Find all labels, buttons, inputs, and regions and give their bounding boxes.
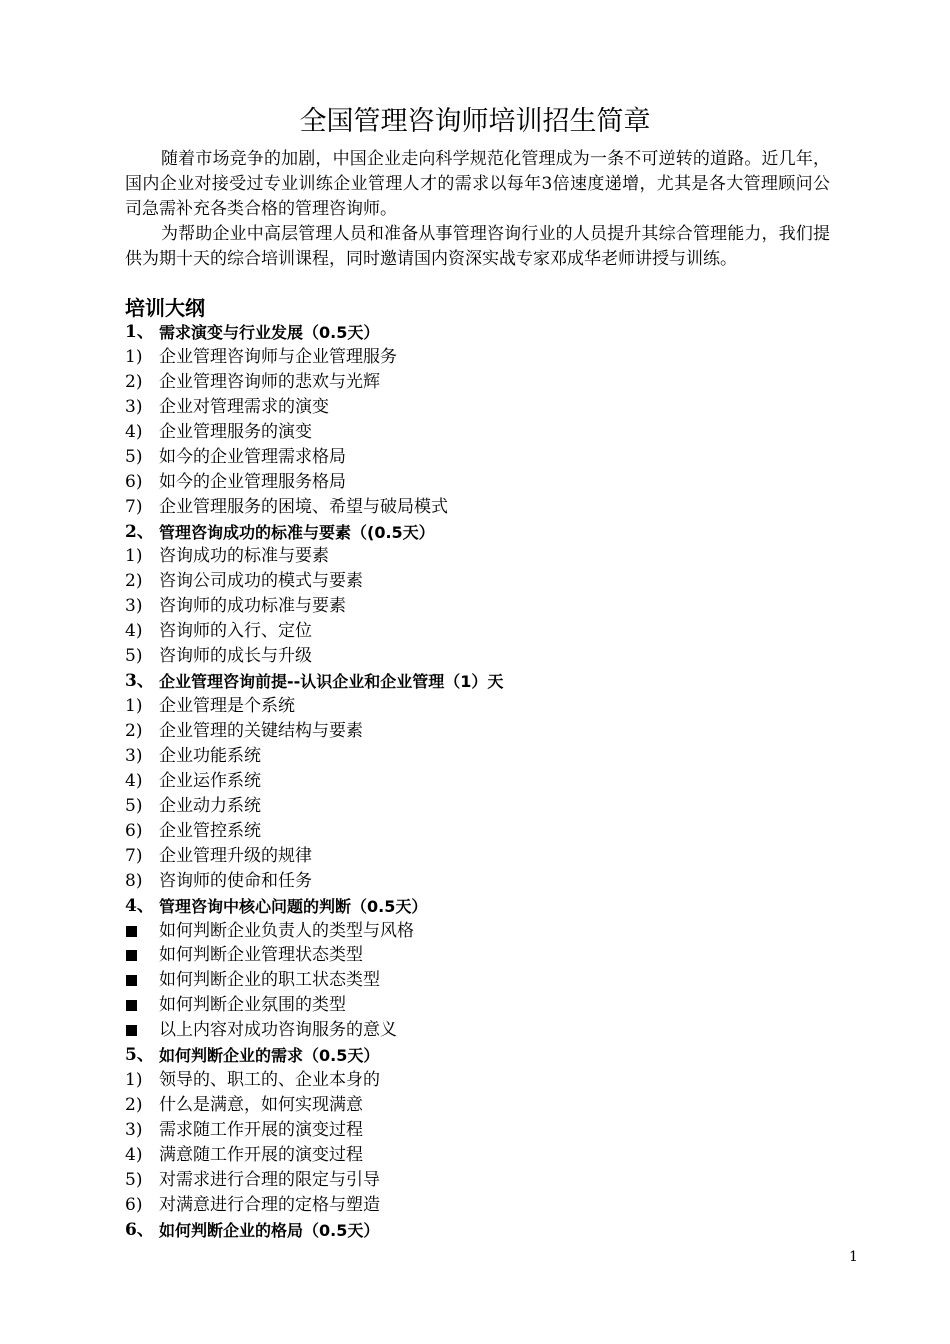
item-number: 5) (125, 446, 143, 467)
item-number: 7) (125, 845, 143, 866)
list-item (125, 420, 845, 445)
section-heading (125, 1218, 845, 1243)
item-number: 4) (125, 770, 143, 791)
item-number: 5) (125, 1169, 143, 1190)
list-item (125, 1018, 845, 1043)
section-number: 6、 (125, 1219, 154, 1240)
list-item (125, 919, 845, 944)
section-heading (125, 669, 845, 694)
item-number: 6) (125, 820, 143, 841)
item-text: 如何判断企业的职工状态类型 (159, 970, 380, 991)
item-text: 企业管理服务的演变 (159, 421, 312, 442)
list-item (125, 470, 845, 495)
list-item (125, 819, 845, 844)
item-text: 企业动力系统 (159, 795, 261, 816)
section-number: 2、 (125, 521, 154, 542)
item-text: 企业管理咨询师与企业管理服务 (159, 346, 397, 367)
section-title: 如何判断企业的格局（0.5天） (159, 1220, 380, 1240)
list-item (125, 569, 845, 594)
square-bullet-icon (125, 943, 155, 968)
section-title: 管理咨询成功的标准与要素（(0.5天） (159, 522, 435, 542)
item-text: 如今的企业管理服务格局 (159, 471, 346, 492)
item-number: 5) (125, 646, 143, 667)
list-item (125, 370, 845, 395)
list-item (125, 844, 845, 869)
item-text: 企业管理的关键结构与要素 (159, 721, 363, 741)
item-text: 企业管理是个系统 (159, 696, 295, 717)
list-item (125, 993, 845, 1018)
item-number: 1) (125, 696, 143, 717)
item-text: 咨询师的成长与升级 (159, 646, 312, 667)
item-number: 2) (125, 1095, 143, 1116)
list-item (125, 1143, 845, 1168)
list-item (125, 869, 845, 894)
item-text: 对需求进行合理的限定与引导 (159, 1169, 380, 1190)
item-number: 3) (125, 1120, 143, 1140)
document-title: 全国管理咨询师培训招生简章 (299, 106, 651, 137)
section-heading (125, 894, 845, 919)
item-number: 1) (125, 1070, 143, 1091)
square-bullet-icon (125, 993, 155, 1018)
item-text: 咨询师的成功标准与要素 (159, 596, 346, 617)
item-text: 咨询师的入行、定位 (159, 621, 312, 642)
list-item (125, 445, 845, 470)
outline-heading: 培训大纲 (125, 296, 205, 320)
list-item (125, 395, 845, 420)
list-item (125, 1093, 845, 1118)
item-number: 6) (125, 1194, 143, 1215)
list-item (125, 1193, 845, 1218)
section-title: 企业管理咨询前提--认识企业和企业管理（1）天 (159, 672, 504, 692)
section-title: 需求演变与行业发展（0.5天） (159, 323, 380, 342)
page-number: 1 (849, 1249, 858, 1265)
item-number: 1) (125, 546, 143, 567)
item-text: 满意随工作开展的演变过程 (159, 1144, 363, 1165)
section-title: 管理咨询中核心问题的判断（0.5天） (159, 896, 428, 916)
item-text: 企业管理升级的规律 (159, 845, 312, 866)
item-text: 企业管控系统 (159, 820, 261, 841)
item-text: 企业功能系统 (159, 745, 261, 766)
item-text: 如何判断企业负责人的类型与风格 (159, 920, 414, 941)
item-text: 如何判断企业氛围的类型 (159, 995, 346, 1016)
list-item (125, 544, 845, 569)
section-title: 如何判断企业的需求（0.5天） (159, 1046, 380, 1066)
list-item (125, 794, 845, 819)
item-number: 2) (125, 721, 143, 741)
item-text: 咨询公司成功的模式与要素 (159, 571, 363, 592)
item-number: 1) (125, 346, 143, 367)
section-number: 1、 (125, 322, 154, 342)
list-item (125, 1118, 845, 1143)
item-number: 8) (125, 870, 143, 891)
intro-paragraph-2: 为帮助企业中高层管理人员和准备从事管理咨询行业的人员提升其综合管理能力，我们提供为期十天的综合培训课程，同时邀请国内资深实战专家邓成华老师讲授与训练。 (125, 224, 830, 269)
item-number: 2) (125, 571, 143, 592)
square-bullet-icon (125, 919, 155, 944)
item-number: 5) (125, 795, 143, 816)
list-item (125, 594, 845, 619)
item-text: 以上内容对成功咨询服务的意义 (159, 1020, 397, 1041)
item-number: 3) (125, 596, 143, 617)
item-text: 企业管理服务的困境、希望与破局模式 (159, 496, 448, 517)
item-number: 4) (125, 1144, 143, 1165)
item-text: 咨询成功的标准与要素 (159, 546, 329, 567)
item-text: 什么是满意，如何实现满意 (159, 1095, 363, 1116)
item-number: 6) (125, 471, 143, 492)
item-text: 需求随工作开展的演变过程 (159, 1120, 363, 1140)
item-text: 领导的、职工的、企业本身的 (159, 1070, 380, 1091)
item-number: 2) (125, 371, 143, 392)
item-text: 企业管理咨询师的悲欢与光辉 (159, 371, 380, 392)
intro-paragraph-1: 随着市场竞争的加剧，中国企业走向科学规范化管理成为一条不可逆转的道路。近几年，国内企业对接受过专业训练企业管理人才的需求以每年3倍速度递增，尤其是各大管理顾问公司急需补充各类合格的管理咨询师。 (125, 149, 830, 219)
list-item (125, 694, 845, 719)
square-bullet-icon (125, 968, 155, 993)
item-text: 咨询师的使命和任务 (159, 870, 312, 891)
item-number: 3) (125, 745, 143, 766)
list-item (125, 345, 845, 370)
section-heading (125, 320, 845, 345)
list-item (125, 719, 845, 744)
item-number: 3) (125, 396, 143, 417)
item-number: 4) (125, 421, 143, 442)
item-text: 如今的企业管理需求格局 (159, 446, 346, 467)
section-number: 3、 (125, 671, 154, 692)
list-item (125, 644, 845, 669)
item-text: 对满意进行合理的定格与塑造 (159, 1194, 380, 1215)
section-number: 5、 (125, 1045, 154, 1066)
item-text: 企业运作系统 (159, 770, 261, 791)
list-item (125, 968, 845, 993)
list-item (125, 769, 845, 794)
square-bullet-icon (125, 1018, 155, 1043)
item-text: 如何判断企业管理状态类型 (159, 945, 363, 966)
item-text: 企业对管理需求的演变 (159, 396, 329, 417)
list-item (125, 1068, 845, 1093)
list-item (125, 495, 845, 520)
list-item (125, 943, 845, 968)
list-item (125, 619, 845, 644)
list-item (125, 744, 845, 769)
item-number: 4) (125, 621, 143, 642)
section-number: 4、 (125, 895, 154, 916)
section-heading (125, 520, 845, 545)
section-heading (125, 1043, 845, 1068)
item-number: 7) (125, 496, 143, 517)
list-item (125, 1168, 845, 1193)
outline-list (125, 320, 845, 1243)
